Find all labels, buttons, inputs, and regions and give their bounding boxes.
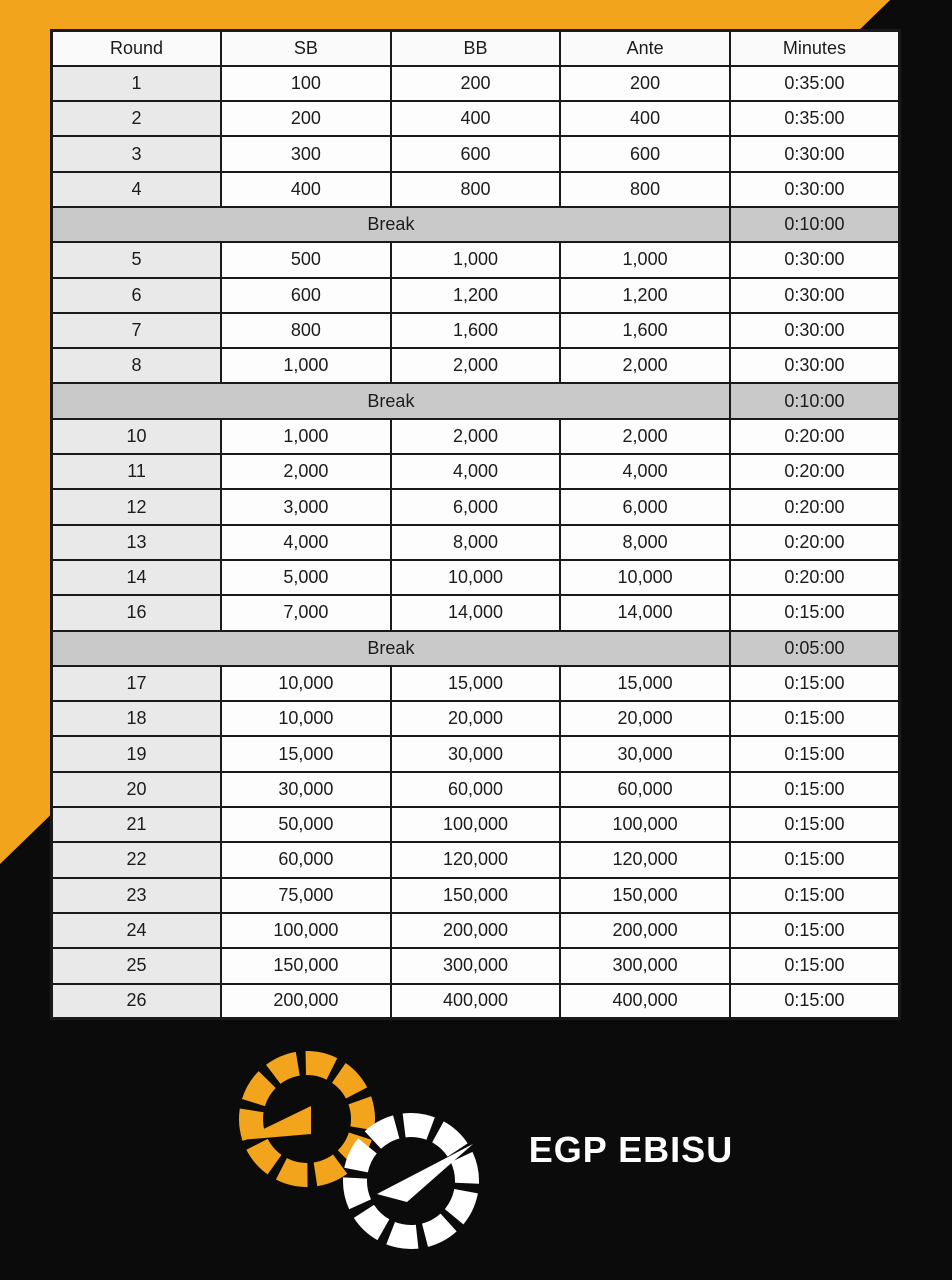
round-row (52, 525, 900, 560)
ante-cell: 20,000 (560, 701, 730, 736)
minutes-cell: 0:30:00 (730, 348, 900, 383)
round-cell: 23 (52, 878, 222, 913)
round-row (52, 136, 900, 171)
round-row (52, 913, 900, 948)
round-cell: 12 (52, 489, 222, 524)
column-header-sb: SB (221, 31, 391, 66)
minutes-cell: 0:15:00 (730, 772, 900, 807)
bb-cell: 200,000 (391, 913, 561, 948)
round-cell: 26 (52, 984, 222, 1019)
minutes-cell: 0:20:00 (730, 525, 900, 560)
round-cell: 16 (52, 595, 222, 630)
sb-cell: 75,000 (221, 878, 391, 913)
sb-cell: 2,000 (221, 454, 391, 489)
round-row (52, 595, 900, 630)
minutes-cell: 0:15:00 (730, 666, 900, 701)
ante-cell: 100,000 (560, 807, 730, 842)
minutes-cell: 0:35:00 (730, 101, 900, 136)
round-row (52, 736, 900, 771)
break-row (52, 631, 900, 666)
minutes-cell: 0:30:00 (730, 278, 900, 313)
round-cell: 2 (52, 101, 222, 136)
minutes-cell: 0:15:00 (730, 595, 900, 630)
ante-cell: 800 (560, 172, 730, 207)
round-row (52, 172, 900, 207)
ante-cell: 4,000 (560, 454, 730, 489)
ante-cell: 2,000 (560, 348, 730, 383)
minutes-cell: 0:15:00 (730, 736, 900, 771)
round-row (52, 948, 900, 983)
bb-cell: 1,200 (391, 278, 561, 313)
round-row (52, 242, 900, 277)
logo-white-ring-icon (344, 1115, 477, 1248)
round-row (52, 101, 900, 136)
bb-cell: 20,000 (391, 701, 561, 736)
sb-cell: 200,000 (221, 984, 391, 1019)
round-cell: 17 (52, 666, 222, 701)
bb-cell: 400 (391, 101, 561, 136)
bb-cell: 2,000 (391, 348, 561, 383)
sb-cell: 200 (221, 101, 391, 136)
round-cell: 18 (52, 701, 222, 736)
round-cell: 1 (52, 66, 222, 101)
egp-logo (219, 1044, 489, 1256)
ante-cell: 120,000 (560, 842, 730, 877)
sb-cell: 5,000 (221, 560, 391, 595)
bb-cell: 120,000 (391, 842, 561, 877)
bb-cell: 30,000 (391, 736, 561, 771)
round-row (52, 348, 900, 383)
round-row (52, 278, 900, 313)
bb-cell: 200 (391, 66, 561, 101)
round-cell: 7 (52, 313, 222, 348)
ante-cell: 60,000 (560, 772, 730, 807)
round-row (52, 878, 900, 913)
sb-cell: 3,000 (221, 489, 391, 524)
blind-structure-table (50, 29, 901, 1020)
bb-cell: 800 (391, 172, 561, 207)
ante-cell: 6,000 (560, 489, 730, 524)
ante-cell: 2,000 (560, 419, 730, 454)
bb-cell: 2,000 (391, 419, 561, 454)
round-row (52, 313, 900, 348)
blind-table (50, 29, 901, 1020)
minutes-cell: 0:20:00 (730, 489, 900, 524)
bb-cell: 14,000 (391, 595, 561, 630)
minutes-cell: 0:20:00 (730, 454, 900, 489)
round-cell: 8 (52, 348, 222, 383)
round-cell: 4 (52, 172, 222, 207)
sb-cell: 100 (221, 66, 391, 101)
sb-cell: 500 (221, 242, 391, 277)
minutes-cell: 0:20:00 (730, 560, 900, 595)
round-cell: 19 (52, 736, 222, 771)
minutes-cell: 0:15:00 (730, 984, 900, 1019)
sb-cell: 60,000 (221, 842, 391, 877)
minutes-cell: 0:15:00 (730, 878, 900, 913)
break-minutes: 0:10:00 (730, 383, 900, 418)
round-row (52, 560, 900, 595)
break-label: Break (52, 631, 730, 666)
sb-cell: 800 (221, 313, 391, 348)
ante-cell: 14,000 (560, 595, 730, 630)
brand-text: EGP EBISU (528, 1129, 734, 1170)
ante-cell: 8,000 (560, 525, 730, 560)
round-cell: 14 (52, 560, 222, 595)
round-row (52, 666, 900, 701)
ante-cell: 30,000 (560, 736, 730, 771)
bb-cell: 60,000 (391, 772, 561, 807)
ante-cell: 150,000 (560, 878, 730, 913)
round-cell: 20 (52, 772, 222, 807)
bb-cell: 150,000 (391, 878, 561, 913)
sb-cell: 600 (221, 278, 391, 313)
bb-cell: 600 (391, 136, 561, 171)
bb-cell: 300,000 (391, 948, 561, 983)
bb-cell: 100,000 (391, 807, 561, 842)
minutes-cell: 0:35:00 (730, 66, 900, 101)
sb-cell: 50,000 (221, 807, 391, 842)
sb-cell: 400 (221, 172, 391, 207)
ante-cell: 600 (560, 136, 730, 171)
bb-cell: 1,000 (391, 242, 561, 277)
break-label: Break (52, 383, 730, 418)
ante-cell: 1,000 (560, 242, 730, 277)
round-cell: 5 (52, 242, 222, 277)
footer (0, 1020, 952, 1280)
break-row (52, 383, 900, 418)
ante-cell: 1,200 (560, 278, 730, 313)
ante-cell: 10,000 (560, 560, 730, 595)
ante-cell: 200,000 (560, 913, 730, 948)
round-row (52, 489, 900, 524)
minutes-cell: 0:15:00 (730, 807, 900, 842)
sb-cell: 1,000 (221, 419, 391, 454)
bb-cell: 1,600 (391, 313, 561, 348)
round-cell: 13 (52, 525, 222, 560)
break-minutes: 0:10:00 (730, 207, 900, 242)
round-cell: 21 (52, 807, 222, 842)
round-cell: 22 (52, 842, 222, 877)
round-row (52, 842, 900, 877)
ante-cell: 1,600 (560, 313, 730, 348)
round-row (52, 454, 900, 489)
sb-cell: 1,000 (221, 348, 391, 383)
column-header-round: Round (52, 31, 222, 66)
sb-cell: 4,000 (221, 525, 391, 560)
ante-cell: 15,000 (560, 666, 730, 701)
minutes-cell: 0:30:00 (730, 136, 900, 171)
minutes-cell: 0:20:00 (730, 419, 900, 454)
bb-cell: 6,000 (391, 489, 561, 524)
ante-cell: 300,000 (560, 948, 730, 983)
round-row (52, 419, 900, 454)
bb-cell: 4,000 (391, 454, 561, 489)
round-row (52, 701, 900, 736)
sb-cell: 100,000 (221, 913, 391, 948)
minutes-cell: 0:30:00 (730, 242, 900, 277)
sb-cell: 30,000 (221, 772, 391, 807)
sb-cell: 150,000 (221, 948, 391, 983)
column-header-ante: Ante (560, 31, 730, 66)
column-header-bb: BB (391, 31, 561, 66)
minutes-cell: 0:30:00 (730, 172, 900, 207)
round-cell: 6 (52, 278, 222, 313)
sb-cell: 7,000 (221, 595, 391, 630)
break-row (52, 207, 900, 242)
sb-cell: 15,000 (221, 736, 391, 771)
ante-cell: 200 (560, 66, 730, 101)
ante-cell: 400 (560, 101, 730, 136)
ante-cell: 400,000 (560, 984, 730, 1019)
sb-cell: 10,000 (221, 666, 391, 701)
minutes-cell: 0:30:00 (730, 313, 900, 348)
round-cell: 3 (52, 136, 222, 171)
minutes-cell: 0:15:00 (730, 701, 900, 736)
bb-cell: 15,000 (391, 666, 561, 701)
bb-cell: 8,000 (391, 525, 561, 560)
bb-cell: 400,000 (391, 984, 561, 1019)
round-row (52, 66, 900, 101)
break-label: Break (52, 207, 730, 242)
minutes-cell: 0:15:00 (730, 948, 900, 983)
round-cell: 25 (52, 948, 222, 983)
round-cell: 24 (52, 913, 222, 948)
round-row (52, 772, 900, 807)
round-row (52, 984, 900, 1019)
header-row (52, 31, 900, 66)
minutes-cell: 0:15:00 (730, 842, 900, 877)
break-minutes: 0:05:00 (730, 631, 900, 666)
bb-cell: 10,000 (391, 560, 561, 595)
blind-table-body (52, 66, 900, 1019)
sb-cell: 10,000 (221, 701, 391, 736)
sb-cell: 300 (221, 136, 391, 171)
round-cell: 11 (52, 454, 222, 489)
round-row (52, 807, 900, 842)
column-header-minutes: Minutes (730, 31, 900, 66)
minutes-cell: 0:15:00 (730, 913, 900, 948)
round-cell: 10 (52, 419, 222, 454)
